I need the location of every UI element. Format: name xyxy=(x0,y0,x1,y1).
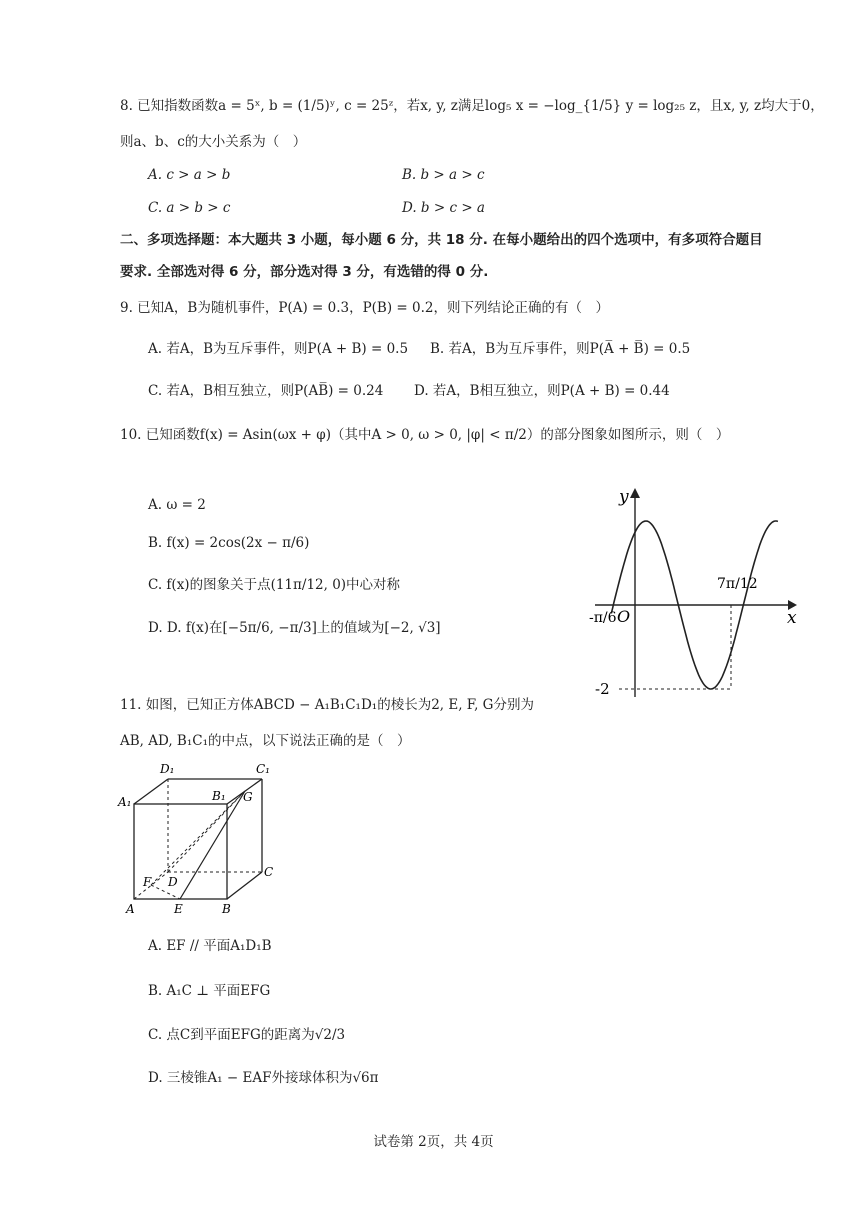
label-b1: B₁ xyxy=(212,789,226,803)
label-c: C xyxy=(264,865,274,879)
q11-stem-line1: 11. 如图，已知正方体ABCD − A₁B₁C₁D₁的棱长为2, E, F, G分别为 xyxy=(120,697,534,713)
x-tick-7pi-12: 7π/12 xyxy=(717,576,758,592)
q11-option-a: A. EF // 平面A₁D₁B xyxy=(148,938,272,954)
q10-sine-graph xyxy=(585,482,810,707)
y-tick-neg-2: -2 xyxy=(595,680,610,698)
label-g: G xyxy=(243,790,253,804)
label-a1: A₁ xyxy=(118,795,132,809)
label-c1: C₁ xyxy=(256,762,270,776)
q10-option-a: A. ω = 2 xyxy=(148,497,206,513)
edge-bc xyxy=(227,872,262,899)
q9-stem: 9. 已知A，B为随机事件，P(A) = 0.3，P(B) = 0.2，则下列结论正确的有（ ） xyxy=(120,300,609,316)
section2-heading-line1: 二、多项选择题：本大题共 3 小题，每小题 6 分，共 18 分. 在每小题给出的四个选项中，有多项符合题目 xyxy=(120,232,763,248)
label-e: E xyxy=(174,902,183,916)
section2-heading-line2: 要求. 全部选对得 6 分，部分选对得 3 分，有选错的得 0 分. xyxy=(120,264,489,280)
q11-cube-figure xyxy=(112,758,287,918)
q10-stem: 10. 已知函数f(x) = Asin(ωx + φ)（其中A > 0, ω > 0, |φ| < π/2）的部分图象如图所示，则（ ） xyxy=(120,427,730,443)
y-axis-arrow-icon xyxy=(630,488,640,498)
x-axis-label: x xyxy=(787,608,797,628)
q11-option-b: B. A₁C ⊥ 平面EFG xyxy=(148,983,271,999)
label-d1: D₁ xyxy=(160,762,175,776)
q11-option-c: C. 点C到平面EFG的距离为√2/3 xyxy=(148,1027,346,1043)
q9-option-a: A. 若A，B为互斥事件，则P(A + B) = 0.5 xyxy=(148,341,409,357)
q8-stem-line2: 则a、b、c的大小关系为（ ） xyxy=(120,134,307,150)
q8-option-b: B. b > a > c xyxy=(402,167,485,183)
edge-a1d1 xyxy=(134,779,168,804)
x-tick-neg-pi-6: -π/6 xyxy=(589,610,617,626)
q10-option-c: C. f(x)的图象关于点(11π/12, 0)中心对称 xyxy=(148,577,401,593)
q8-option-a: A. c > a > b xyxy=(148,167,231,183)
y-axis-label: y xyxy=(619,487,629,507)
q11-option-d: D. 三棱锥A₁ − EAF外接球体积为√6π xyxy=(148,1070,379,1086)
origin-label: O xyxy=(617,607,631,626)
q8-option-c: C. a > b > c xyxy=(148,200,231,216)
segment-eg xyxy=(180,791,245,899)
q9-option-b: B. 若A，B为互斥事件，则P(A̅ + B̅) = 0.5 xyxy=(430,341,691,357)
label-d: D xyxy=(168,875,178,889)
label-b: B xyxy=(222,902,231,916)
label-a: A xyxy=(126,902,135,916)
q8-option-d: D. b > c > a xyxy=(402,200,485,216)
page-footer: 试卷第 2页，共 4页 xyxy=(373,1134,494,1150)
segment-fg xyxy=(151,791,245,885)
q10-option-d: D. D. f(x)在[−5π/6, −π/3]上的值域为[−2, √3] xyxy=(148,620,441,636)
q9-option-c: C. 若A，B相互独立，则P(AB̅) = 0.24 xyxy=(148,383,384,399)
q11-stem-line2: AB, AD, B₁C₁的中点，以下说法正确的是（ ） xyxy=(120,733,411,749)
label-f: F xyxy=(143,875,152,889)
q8-stem-line1: 8. 已知指数函数a = 5ˣ, b = (1/5)ʸ, c = 25ᶻ，若x, y, z满足log₅ x = −log_{1/5} y = log₂₅ z，且x, y, z均大于0， xyxy=(120,98,824,114)
q9-option-d: D. 若A，B相互独立，则P(A + B) = 0.44 xyxy=(414,383,670,399)
q10-option-b: B. f(x) = 2cos(2x − π/6) xyxy=(148,535,310,551)
